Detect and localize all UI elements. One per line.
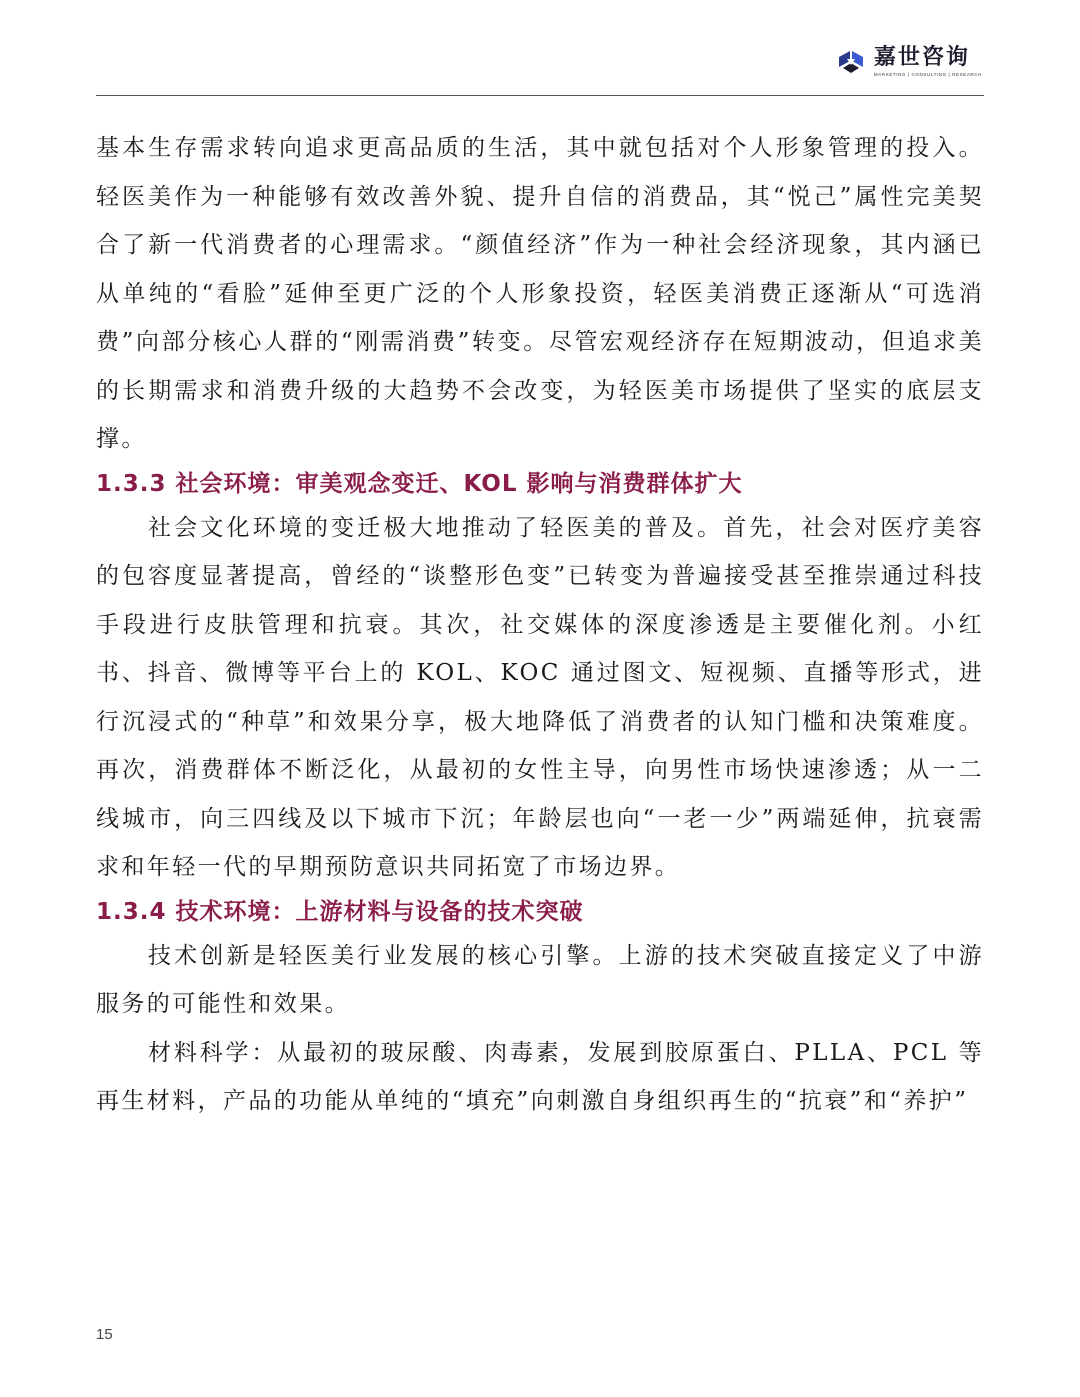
page-body (96, 124, 984, 1126)
section-heading-technology-environment: 1.3.4 技术环境：上游材料与设备的技术突破 (96, 898, 584, 925)
intro-paragraph: 基本生存需求转向追求更高品质的生活，其中就包括对个人形象管理的投入。轻医美作为一种能够有效改善外貌、提升自信的消费品，其“悦己”属性完美契合了新一代消费者的心理需求。“颜值经济”作为一种社会经济现象，其内涵已从单纯的“看脸”延伸至更广泛的个人形象投资，轻医美消费正逐渐从“可选消费”向部分核心人群的“刚需消费”转变。尽管宏观经济存在短期波动，但追求美的长期需求和消费升级的大趋势不会改变，为轻医美市场提供了坚实的底层支撑。 (96, 135, 984, 452)
logo-subtitle: MARKETING | CONSULTING | RESEARCH (873, 72, 982, 77)
section-heading-social-environment: 1.3.3 社会环境：审美观念变迁、KOL 影响与消费群体扩大 (96, 470, 743, 497)
technology-paragraph-2: 材料科学：从最初的玻尿酸、肉毒素，发展到胶原蛋白、PLLA、PCL 等再生材料，产品的功能从单纯的“填充”向刺激自身组织再生的“抗衰”和“养护” (96, 1039, 984, 1114)
header-divider (96, 95, 984, 96)
logo-title: 嘉世咨询 (873, 45, 970, 70)
technology-paragraph-1: 技术创新是轻医美行业发展的核心引擎。上游的技术突破直接定义了中游服务的可能性和效果。 (96, 942, 984, 1017)
brand-logo (836, 46, 982, 78)
jiashi-logo-icon (836, 47, 866, 77)
page-header (0, 0, 1080, 98)
page-number: 15 (96, 1326, 113, 1343)
social-environment-paragraph: 社会文化环境的变迁极大地推动了轻医美的普及。首先，社会对医疗美容的包容度显著提高，曾经的“谈整形色变”已转变为普遍接受甚至推崇通过科技手段进行皮肤管理和抗衰。其次，社交媒体的深度渗透是主要催化剂。小红书、抖音、微博等平台上的 KOL、KOC 通过图文、短视频、直播等形式，进行沉浸式的“种草”和效果分享，极大地降低了消费者的认知门槛和决策难度。再次，消费群体不断泛化，从最初的女性主导，向男性市场快速渗透；从一二线城市，向三四线及以下城市下沉；年龄层也向“一老一少”两端延伸，抗衰需求和年轻一代的早期预防意识共同拓宽了市场边界。 (96, 514, 984, 880)
